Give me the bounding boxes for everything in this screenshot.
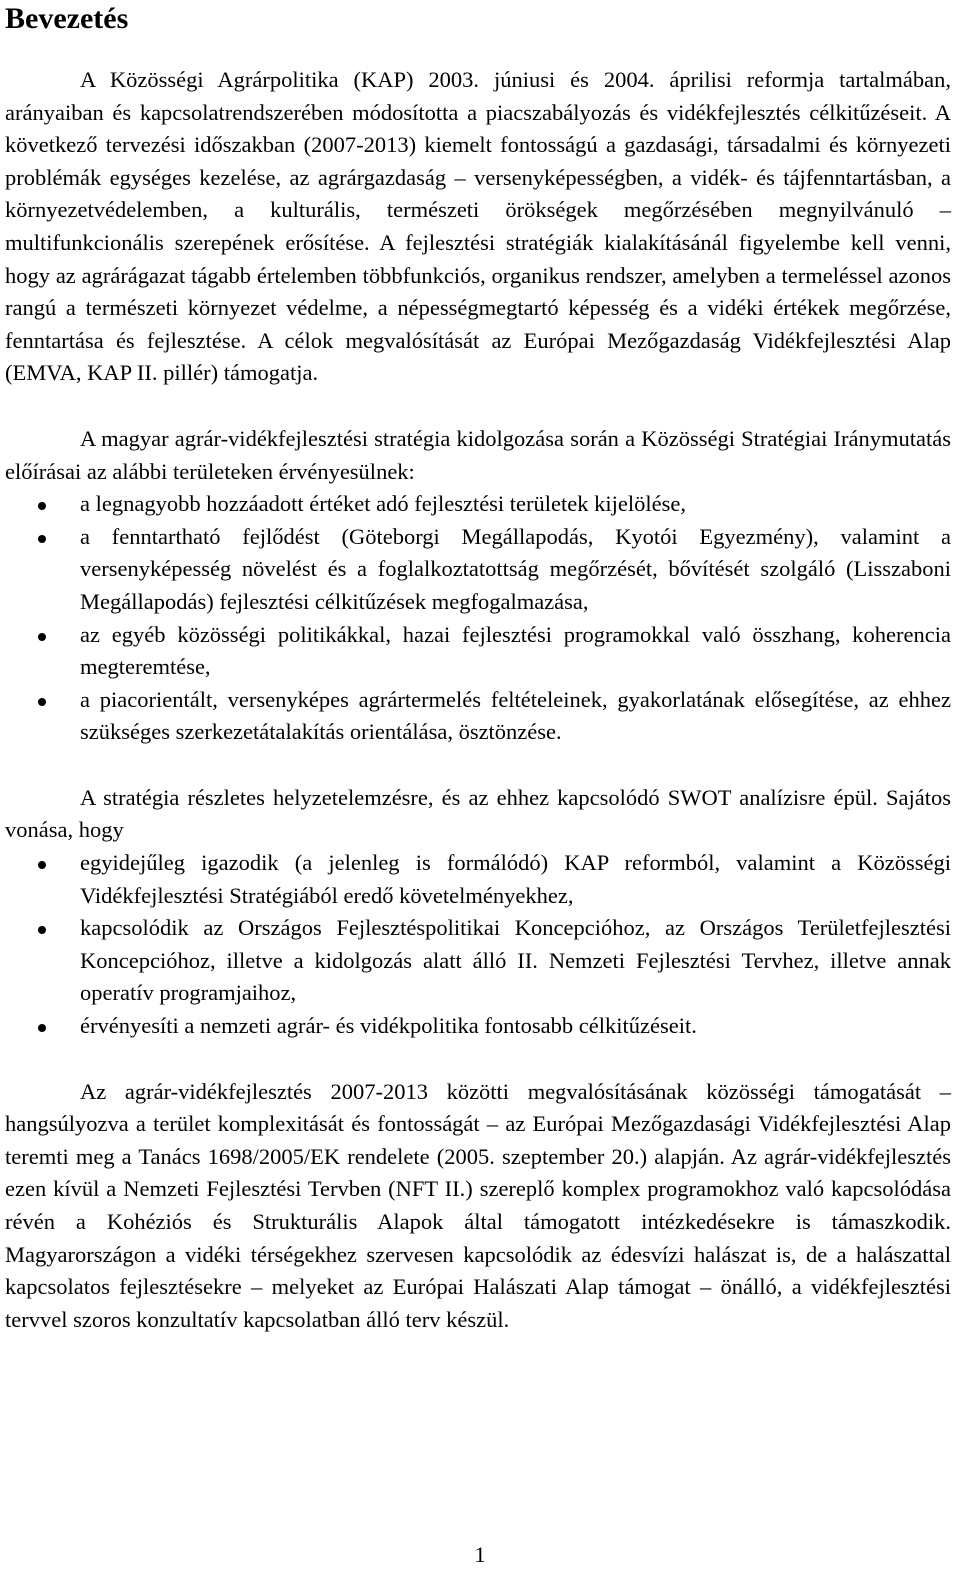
- strategy-paragraph: A magyar agrár-vidékfejlesztési stratégia kidolgozása során a Közösségi Stratégiai Iránymutatás előírásai az alábbi területeken érvényesülnek:: [5, 425, 951, 484]
- list-item-text: a fenntartható fejlődést (Göteborgi Megállapodás, Kyotói Egyezmény), valamint a versenyképesség növelést és a foglalkoztatottság megőrzését, bővítését szolgáló (Lisszaboni Megállapodás) fejlesztési célkitűzések megfogalmazása,: [80, 523, 951, 614]
- funding-paragraph: Az agrár-vidékfejlesztés 2007-2013 közötti megvalósításának közösségi támogatását – hangsúlyozva a terület komplexitását és fontosságát – az Európai Mezőgazdasági Vidékfejlesztési Alap teremti meg a Tanács 1698/2005/EK rendelete (2005. szeptember 20.) alapján. Az agrár-vidékfejlesztés ezen kívül a Nemzeti Fejlesztési Tervben (NFT II.) szereplő komplex programokhoz való kapcsolódása révén a Kohéziós és Strukturális Alapok által támogatott intézkedésekre is támaszkodik. Magyarországon a vidéki térségekhez szervesen kapcsolódik az édesvízi halászat is, de a halászattal kapcsolatos fejlesztésekre – melyeket az Európai Halászati Alap támogat – önálló, a vidékfejlesztési tervvel szoros konzultatív kapcsolatban álló terv készül.: [5, 1078, 951, 1332]
- swot-paragraph: A stratégia részletes helyzetelemzésre, és az ehhez kapcsolódó SWOT analízisre épül. Sajátos vonása, hogy: [5, 784, 951, 843]
- list-item: [5, 1010, 951, 1043]
- document-page: [5, 0, 951, 1336]
- bullet-icon: [38, 535, 46, 543]
- bullet-icon: [38, 1024, 46, 1032]
- page-number: 1: [474, 1542, 486, 1567]
- bullet-icon: [38, 698, 46, 706]
- bullet-icon: [38, 633, 46, 641]
- page-title: Bevezetés: [5, 2, 129, 35]
- list-item: [5, 912, 951, 1010]
- list-item: [5, 847, 951, 912]
- guideline-list: [5, 488, 951, 749]
- list-item-text: kapcsolódik az Országos Fejlesztéspolitikai Koncepcióhoz, az Országos Területfejlesztési Koncepcióhoz, illetve a kidolgozás alatt álló II. Nemzeti Fejlesztési Tervhez, illetve annak operatív programjaihoz,: [80, 915, 951, 1006]
- list-item-text: az egyéb közösségi politikákkal, hazai fejlesztési programokkal való összhang, koherencia megteremtése,: [80, 621, 951, 680]
- list-item: [5, 684, 951, 749]
- bullet-icon: [38, 861, 46, 869]
- list-item-text: a piacorientált, versenyképes agrártermelés feltételeinek, gyakorlatának elősegítése, az ehhez szükséges szerkezetátalakítás orientálása, ösztönzése.: [80, 686, 951, 745]
- bullet-icon: [38, 502, 46, 510]
- intro-paragraph: A Közösségi Agrárpolitika (KAP) 2003. júniusi és 2004. áprilisi reformja tartalmában, arányaiban és kapcsolatrendszerében módosította a piacszabályozás és vidékfejlesztés célkitűzéseit. A következő tervezési időszakban (2007-2013) kiemelt fontosságú a gazdasági, társadalmi és környezeti problémák egységes kezelése, az agrárgazdaság – versenyképességben, a vidék- és tájfenntartásban, a környezetvédelemben, a kulturális, természeti örökségek megőrzésében megnyilvánuló – multifunkcionális szerepének erősítése. A fejlesztési stratégiák kialakításánál figyelembe kell venni, hogy az agrárágazat tágabb értelemben többfunkciós, organikus rendszer, amelyben a termeléssel azonos rangú a természeti környezet védelme, a népességmegtartó képesség és a vidéki értékek megőrzése, fenntartása és fejlesztése. A célok megvalósítását az Európai Mezőgazdaság Vidékfejlesztési Alap (EMVA, KAP II. pillér) támogatja.: [5, 67, 951, 386]
- list-item-text: egyidejűleg igazodik (a jelenleg is formálódó) KAP reformból, valamint a Közösségi Vidékfejlesztési Stratégiából eredő követelményekhez,: [80, 850, 951, 908]
- list-item: [5, 488, 951, 521]
- list-item-text: a legnagyobb hozzáadott értéket adó fejlesztési területek kijelölése,: [80, 491, 686, 517]
- list-item: [5, 521, 951, 619]
- bullet-icon: [38, 926, 46, 934]
- feature-list: [5, 847, 951, 1043]
- list-item-text: érvényesíti a nemzeti agrár- és vidékpolitika fontosabb célkitűzéseit.: [80, 1013, 697, 1039]
- list-item: [5, 619, 951, 684]
